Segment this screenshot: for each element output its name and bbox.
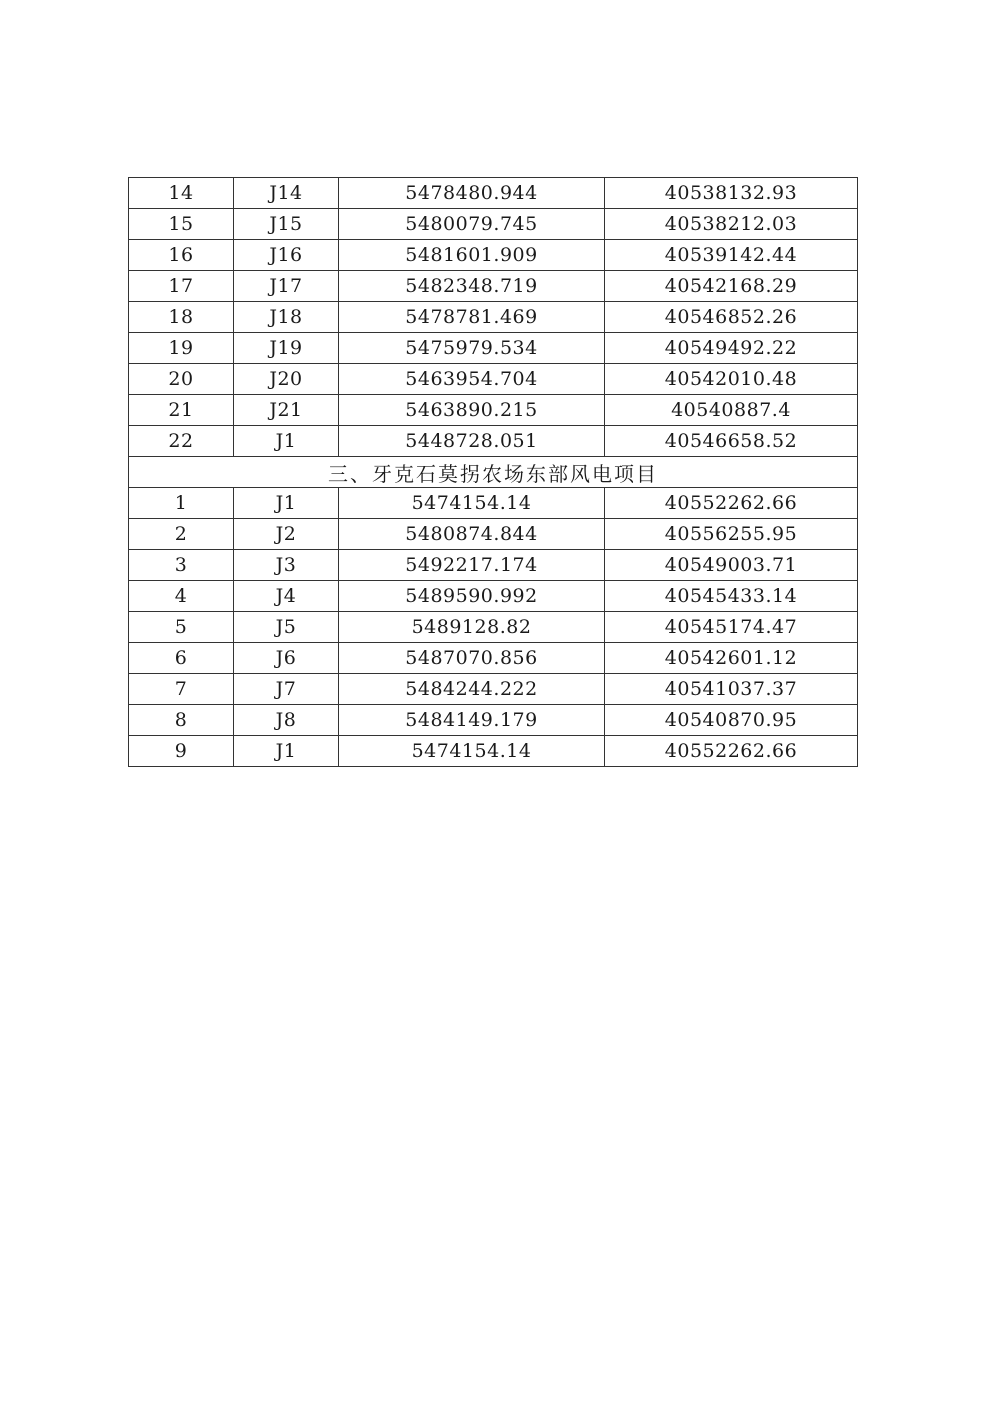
row-number-cell: 21 [129, 395, 234, 426]
point-id-cell: J2 [234, 519, 339, 550]
row-number-cell: 17 [129, 271, 234, 302]
y-coordinate-cell: 40549492.22 [605, 333, 858, 364]
row-number-cell: 16 [129, 240, 234, 271]
row-number-cell: 22 [129, 426, 234, 457]
table-row [129, 643, 858, 674]
y-coordinate-cell: 40552262.66 [605, 488, 858, 519]
row-number-cell: 15 [129, 209, 234, 240]
x-coordinate-cell: 5475979.534 [339, 333, 605, 364]
y-coordinate-cell: 40538212.03 [605, 209, 858, 240]
x-coordinate-cell: 5481601.909 [339, 240, 605, 271]
y-coordinate-cell: 40545433.14 [605, 581, 858, 612]
table-row [129, 240, 858, 271]
y-coordinate-cell: 40549003.71 [605, 550, 858, 581]
row-number-cell: 9 [129, 736, 234, 767]
y-coordinate-cell: 40545174.47 [605, 612, 858, 643]
row-number-cell: 4 [129, 581, 234, 612]
x-coordinate-cell: 5489128.82 [339, 612, 605, 643]
point-id-cell: J15 [234, 209, 339, 240]
point-id-cell: J17 [234, 271, 339, 302]
y-coordinate-cell: 40539142.44 [605, 240, 858, 271]
x-coordinate-cell: 5463890.215 [339, 395, 605, 426]
y-coordinate-cell: 40546852.26 [605, 302, 858, 333]
x-coordinate-cell: 5484149.179 [339, 705, 605, 736]
point-id-cell: J1 [234, 488, 339, 519]
table-row [129, 550, 858, 581]
x-coordinate-cell: 5478480.944 [339, 178, 605, 209]
x-coordinate-cell: 5480079.745 [339, 209, 605, 240]
coordinate-table-body [129, 178, 858, 767]
y-coordinate-cell: 40542168.29 [605, 271, 858, 302]
y-coordinate-cell: 40542601.12 [605, 643, 858, 674]
table-row [129, 271, 858, 302]
row-number-cell: 20 [129, 364, 234, 395]
x-coordinate-cell: 5474154.14 [339, 736, 605, 767]
y-coordinate-cell: 40546658.52 [605, 426, 858, 457]
table-row [129, 488, 858, 519]
table-row [129, 426, 858, 457]
y-coordinate-cell: 40542010.48 [605, 364, 858, 395]
point-id-cell: J19 [234, 333, 339, 364]
point-id-cell: J14 [234, 178, 339, 209]
table-row [129, 364, 858, 395]
row-number-cell: 19 [129, 333, 234, 364]
point-id-cell: J16 [234, 240, 339, 271]
x-coordinate-cell: 5482348.719 [339, 271, 605, 302]
x-coordinate-cell: 5463954.704 [339, 364, 605, 395]
row-number-cell: 7 [129, 674, 234, 705]
row-number-cell: 2 [129, 519, 234, 550]
x-coordinate-cell: 5478781.469 [339, 302, 605, 333]
x-coordinate-cell: 5474154.14 [339, 488, 605, 519]
y-coordinate-cell: 40556255.95 [605, 519, 858, 550]
x-coordinate-cell: 5484244.222 [339, 674, 605, 705]
table-row [129, 302, 858, 333]
point-id-cell: J8 [234, 705, 339, 736]
row-number-cell: 14 [129, 178, 234, 209]
y-coordinate-cell: 40541037.37 [605, 674, 858, 705]
row-number-cell: 8 [129, 705, 234, 736]
coordinate-table [128, 177, 858, 767]
table-row [129, 178, 858, 209]
y-coordinate-cell: 40538132.93 [605, 178, 858, 209]
point-id-cell: J1 [234, 426, 339, 457]
x-coordinate-cell: 5489590.992 [339, 581, 605, 612]
point-id-cell: J1 [234, 736, 339, 767]
x-coordinate-cell: 5448728.051 [339, 426, 605, 457]
row-number-cell: 1 [129, 488, 234, 519]
point-id-cell: J20 [234, 364, 339, 395]
x-coordinate-cell: 5492217.174 [339, 550, 605, 581]
table-row [129, 674, 858, 705]
x-coordinate-cell: 5480874.844 [339, 519, 605, 550]
row-number-cell: 5 [129, 612, 234, 643]
x-coordinate-cell: 5487070.856 [339, 643, 605, 674]
row-number-cell: 6 [129, 643, 234, 674]
table-row [129, 581, 858, 612]
y-coordinate-cell: 40552262.66 [605, 736, 858, 767]
table-row [129, 209, 858, 240]
section-title: 三、牙克石莫拐农场东部风电项目 [129, 457, 858, 488]
section-header-row [129, 457, 858, 488]
row-number-cell: 18 [129, 302, 234, 333]
point-id-cell: J6 [234, 643, 339, 674]
y-coordinate-cell: 40540887.4 [605, 395, 858, 426]
table-row [129, 705, 858, 736]
table-row [129, 519, 858, 550]
table-row [129, 612, 858, 643]
row-number-cell: 3 [129, 550, 234, 581]
point-id-cell: J21 [234, 395, 339, 426]
table-row [129, 736, 858, 767]
table-row [129, 395, 858, 426]
point-id-cell: J18 [234, 302, 339, 333]
table-row [129, 333, 858, 364]
point-id-cell: J4 [234, 581, 339, 612]
point-id-cell: J7 [234, 674, 339, 705]
point-id-cell: J3 [234, 550, 339, 581]
point-id-cell: J5 [234, 612, 339, 643]
y-coordinate-cell: 40540870.95 [605, 705, 858, 736]
